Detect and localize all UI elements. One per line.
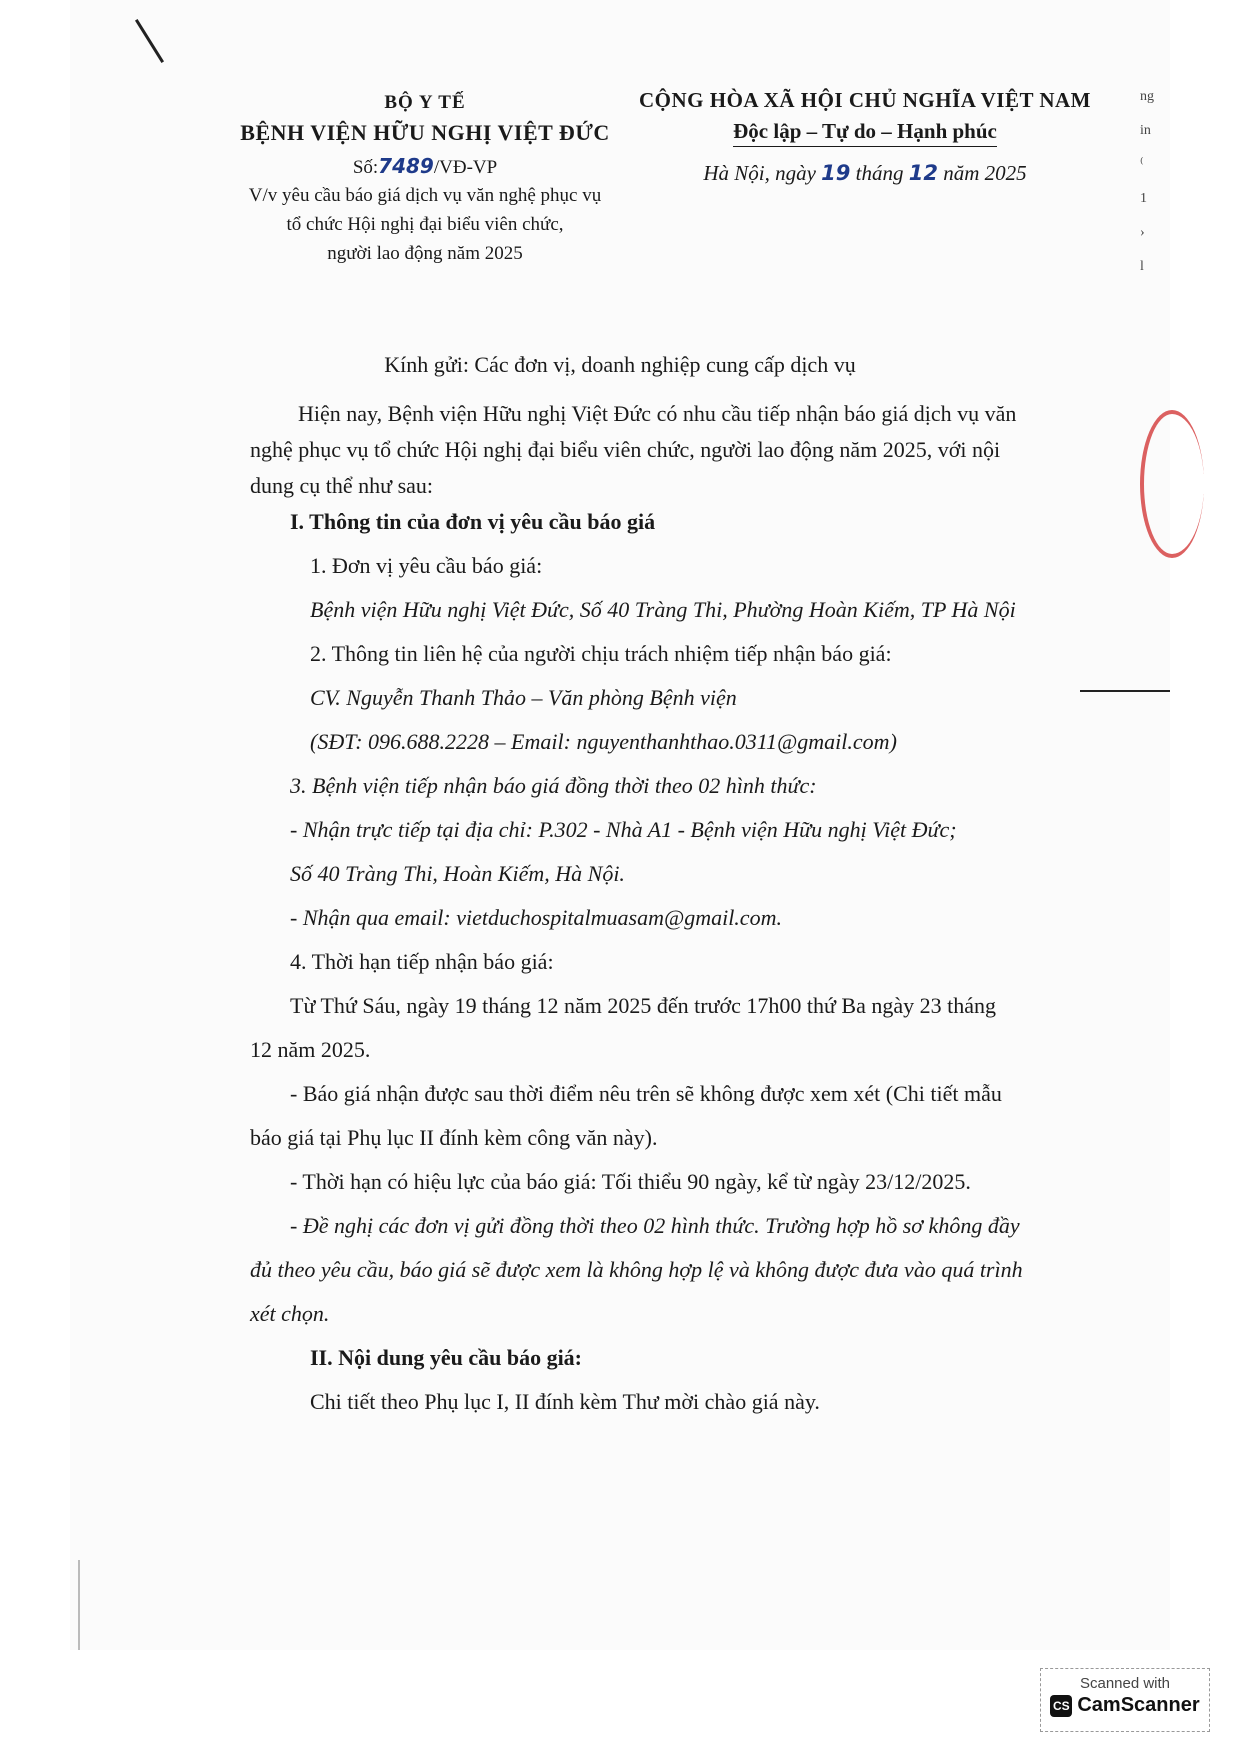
item3-label: 3. Bệnh viện tiếp nhận báo giá đồng thời theo 02 hình thức:	[290, 773, 817, 798]
item4-late-note: - Báo giá nhận được sau thời điểm nêu trên sẽ không được xem xét (Chi tiết mẫu	[290, 1081, 1002, 1106]
document-body	[250, 396, 1130, 1420]
document-number	[190, 154, 660, 179]
intro-line: Hiện nay, Bệnh viện Hữu nghị Việt Đức có nhu cầu tiếp nhận báo giá dịch vụ văn	[298, 401, 1017, 426]
item1-label: 1. Đơn vị yêu cầu báo giá:	[310, 553, 543, 578]
intro-line: nghệ phục vụ tổ chức Hội nghị đại biểu viên chức, người lao động năm 2025, với nội	[250, 437, 1001, 462]
document-subject	[190, 181, 660, 268]
item3-direct-address-2: Số 40 Tràng Thi, Hoàn Kiếm, Hà Nội.	[290, 861, 625, 886]
section1-heading: I. Thông tin của đơn vị yêu cầu báo giá	[290, 509, 656, 534]
handwritten-number: 7489	[378, 154, 434, 178]
intro-line: dung cụ thể như sau:	[250, 473, 434, 498]
item3-email: - Nhận qua email: vietduchospitalmuasam@gmail.com.	[290, 905, 782, 930]
section2-text: Chi tiết theo Phụ lục I, II đính kèm Thư mời chào giá này.	[310, 1389, 820, 1414]
national-header	[615, 88, 1115, 186]
item4-validity: - Thời hạn có hiệu lực của báo giá: Tối thiểu 90 ngày, kể từ ngày 23/12/2025.	[290, 1169, 971, 1194]
republic-title: CỘNG HÒA XÃ HỘI CHỦ NGHĨA VIỆT NAM	[638, 88, 1092, 112]
adjacent-page-edge: ng in ⁽ 1 › l	[1140, 89, 1154, 274]
national-motto: Độc lập – Tự do – Hạnh phúc	[733, 119, 997, 147]
salutation: Kính gửi: Các đơn vị, doanh nghiệp cung cấp dịch vụ	[384, 352, 856, 377]
item4-requirement-end: xét chọn.	[250, 1301, 330, 1326]
camscanner-brand	[1041, 1694, 1209, 1717]
camscanner-badge	[1040, 1668, 1210, 1732]
date-prefix: Hà Nội, ngày	[703, 161, 816, 185]
item1-value: Bệnh viện Hữu nghị Việt Đức, Số 40 Tràng Thi, Phường Hoàn Kiếm, TP Hà Nội	[310, 597, 1016, 622]
item4-requirement-cont: đủ theo yêu cầu, báo giá sẽ được xem là không hợp lệ và không được đưa vào quá trình	[250, 1257, 1023, 1282]
camscanner-name: CamScanner	[1077, 1694, 1200, 1716]
subject-line: tổ chức Hội nghị đại biểu viên chức,	[286, 214, 564, 235]
ministry-name: BỘ Y TẾ	[384, 92, 466, 113]
item2-phone-email: (SĐT: 096.688.2228 – Email: nguyenthanhthao.0311@gmail.com)	[310, 729, 897, 754]
item4-requirement: - Đề nghị các đơn vị gửi đồng thời theo 02 hình thức. Trường hợp hồ sơ không đầy	[290, 1213, 1020, 1238]
item4-period-cont: 12 năm 2025.	[250, 1037, 371, 1062]
scan-edge-line	[78, 1560, 80, 1650]
issue-date	[615, 161, 1115, 186]
date-year: năm 2025	[943, 161, 1027, 185]
scanned-with-label: Scanned with	[1079, 1675, 1171, 1692]
number-suffix: /VĐ-VP	[433, 157, 498, 178]
subject-line: V/v yêu cầu báo giá dịch vụ văn nghệ phục vụ	[248, 185, 602, 206]
camscanner-logo-icon: CS	[1050, 1695, 1072, 1717]
month-label: tháng	[855, 161, 904, 185]
item4-late-note-cont: báo giá tại Phụ lục II đính kèm công văn này).	[250, 1125, 658, 1150]
handwritten-month: 12	[908, 161, 938, 185]
hospital-name: BỆNH VIỆN HỮU NGHỊ VIỆT ĐỨC	[240, 120, 610, 145]
handwritten-day: 19	[821, 161, 851, 185]
item3-direct-address: - Nhận trực tiếp tại địa chỉ: P.302 - Nhà A1 - Bệnh viện Hữu nghị Việt Đức;	[290, 817, 957, 842]
item2-contact: CV. Nguyễn Thanh Thảo – Văn phòng Bệnh viện	[310, 685, 737, 710]
item4-label: 4. Thời hạn tiếp nhận báo giá:	[290, 949, 554, 974]
item2-label: 2. Thông tin liên hệ của người chịu trách nhiệm tiếp nhận báo giá:	[310, 641, 892, 666]
issuer-header	[190, 92, 660, 268]
section2-heading: II. Nội dung yêu cầu báo giá:	[310, 1345, 583, 1370]
item4-period: Từ Thứ Sáu, ngày 19 tháng 12 năm 2025 đến trước 17h00 thứ Ba ngày 23 tháng	[290, 993, 996, 1018]
number-prefix: Số:	[352, 157, 379, 178]
subject-line: người lao động năm 2025	[327, 243, 523, 264]
red-stamp-edge	[1140, 410, 1204, 558]
